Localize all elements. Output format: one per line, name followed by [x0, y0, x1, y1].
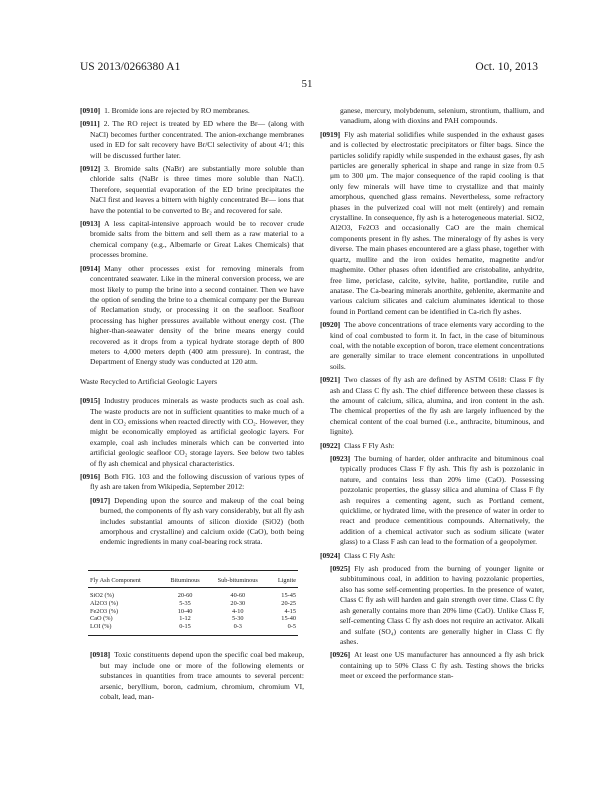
paragraph-0918-continuation: ganese, mercury, molybdenum, selenium, strontium, thallium, and vanadium, along with dioxins and PAH compounds. — [340, 106, 544, 126]
page-number: 51 — [301, 78, 313, 90]
table-cell: 5-30 — [232, 615, 244, 623]
paragraph-number: [0921] — [320, 375, 341, 385]
table-row — [88, 623, 298, 636]
column-header: Sub-bituminous — [208, 570, 268, 588]
paragraph-number: [0915] — [80, 396, 101, 406]
paragraph-0922 — [320, 441, 544, 451]
paragraph-0911 — [80, 119, 304, 161]
paragraph-number: [0914] — [80, 263, 101, 273]
paragraph-number: [0924] — [320, 550, 341, 560]
paragraph-number: [0910] — [80, 106, 101, 115]
column-header: Lignite — [268, 570, 298, 588]
table-cell: 0-3 — [233, 622, 242, 630]
table-row — [88, 615, 298, 623]
paragraph-text: At least one US manufacturer has announced a fly ash brick containing up to 50% Class C fly ash. Testing shows the bricks meet or exceed the performance stan- — [340, 650, 544, 681]
paragraph-text: Many other processes exist for removing minerals from concentrated seawater. Like in the mineral conversion process, we are most likely to pump the brine into a second container. Then we have the option of sending the brine to a chemical company per the Bureau of Reclamation study, or processing it on the seafloor. Seafloor processing has higher pressures available without energy cost. (The higher-than-seawater density of the brine means energy could recovered as it drops from a typical hydrate storage depth of 800 meters to 4,000 meters depth (400 atm pressure). In contrast, the Department of Energy study was conducted at 120 atm. — [90, 263, 304, 367]
table-cell: SiO2 (%) — [90, 592, 114, 600]
table-cell: LOI (%) — [90, 622, 112, 630]
paragraph-text: Class F Fly Ash: — [344, 440, 395, 450]
left-column — [80, 106, 304, 705]
paragraph-text: The burning of harder, older anthracite and bituminous coal typically produces Class F fly ash. This fly ash is pozzolanic in nature, and contains less than 20% lime (CaO). Possessing pozzolanic properties, the glassy silica and alumina of Class F fly ash requires a cementing agent, such as Portland cement, quicklime, or hydrated lime, with the presence of water in order to react and produce cementitious compounds. Alternatively, the addition of a chemical activator such as sodium silicate (water glass) to a Class F ash can lead to the formation of a geopolymer. — [340, 454, 544, 547]
table-row — [88, 588, 298, 600]
table-row — [88, 608, 298, 616]
paragraph-text: Industry produces minerals as waste products such as coal ash. The waste products are not in sufficient quantities to make much of a dent in CO₂ emissions when reacted directly with CO₂. However, they might be economically employed as artificial geologic layers. For example, coal ash includes minerals which can be converted into artificial geologic seafloor CO₂ storage layers. See below two tables of fly ash chemical and physical characteristics. — [90, 396, 304, 468]
paragraph-text: Both FIG. 103 and the following discussion of various types of fly ash are taken from Wikipedia, September 2012: — [90, 472, 304, 492]
right-column — [320, 106, 544, 685]
paragraph-0924 — [320, 551, 544, 561]
table-cell: 0-5 — [287, 622, 296, 630]
table-cell: 20-30 — [230, 600, 246, 608]
paragraph-number: [0923] — [330, 454, 351, 463]
table-cell: Al2O3 (%) — [90, 600, 119, 608]
paragraph-0913 — [80, 219, 304, 261]
paragraph-text: Two classes of fly ash are defined by ASTM C618: Class F fly ash and Class C fly ash. The chief difference between these classes is the amount of calcium, silica, alumina, and iron content in the ash. The chemical properties of the fly ash are largely influenced by the chemical content of the coal burned (i.e., anthracite, bituminous, and lignite). — [330, 375, 544, 437]
paragraph-0915 — [80, 396, 304, 469]
paragraph-number: [0912] — [80, 164, 101, 174]
paragraph-text: Toxic constituents depend upon the specific coal bed makeup, but may include one or more of the following elements or substances in quantities from trace amounts to several percent: arsenic, beryllium, boron, cadmium, chromium, chromium VI, cobalt, lead, man- — [100, 650, 304, 702]
paragraph-number: [0916] — [80, 472, 101, 481]
paragraph-number: [0926] — [330, 650, 351, 660]
paragraph-0926 — [320, 650, 544, 681]
table-cell: CaO (%) — [90, 615, 113, 623]
table-cell: 1-12 — [179, 615, 191, 623]
paragraph-0914 — [80, 264, 304, 368]
paragraph-0912 — [80, 164, 304, 216]
paragraph-number: [0913] — [80, 219, 101, 229]
column-header: Fly Ash Component — [88, 570, 162, 588]
paragraph-number: [0917] — [90, 495, 111, 505]
paragraph-0920 — [320, 320, 544, 372]
paragraph-number: [0918] — [90, 650, 111, 660]
paragraph-text: 3. Bromide salts (NaBr) are substantially more soluble than chloride salts (NaBr is three times more soluble than NaCl). Therefore, sequential evaporation of the ED brine precipitates the NaCl first and leaves a bittern with highly concentrated Br— ions that have the potential to be converted to Br₂ and recovered for sale. — [90, 164, 304, 215]
table-cell: 15-40 — [281, 615, 296, 623]
paragraph-text: Fly ash produced from the burning of younger lignite or subbituminous coal, in addition to having pozzolanic properties, also has some self-cementing properties. In the presence of water, Class C fly ash will harden and gain strength over time. Class C fly ash generally contains more than 20% lime (CaO). Unlike Class F, self-cementing Class C fly ash does not require an activator. Alkali and sulfate (SO₄) contents are generally higher in Class C fly ashes. — [340, 564, 544, 646]
fly-ash-composition-table — [88, 570, 298, 637]
table-cell: 10-40 — [177, 607, 193, 615]
paragraph-0910 — [80, 106, 304, 116]
publication-number: US 2013/0266380 A1 — [80, 61, 181, 73]
table-cell: 20-25 — [281, 600, 296, 608]
table-cell: 4-15 — [284, 607, 296, 615]
table-cell: 0-15 — [179, 622, 191, 630]
table-cell: 4-10 — [232, 607, 244, 615]
paragraph-number: [0911] — [80, 119, 100, 129]
paragraph-number: [0919] — [320, 129, 341, 139]
paragraph-0916 — [80, 472, 304, 493]
table-cell: Fe2O3 (%) — [90, 607, 119, 615]
paragraph-0917 — [80, 496, 304, 548]
paragraph-0923 — [320, 454, 544, 548]
paragraph-0919 — [320, 130, 544, 317]
table-cell: 5-35 — [179, 600, 191, 608]
publication-date: Oct. 10, 2013 — [475, 61, 538, 73]
paragraph-text: Depending upon the source and makeup of the coal being burned, the components of fly ash vary considerably, but all fly ash includes substantial amounts of silicon dioxide (SiO2) (both amorphous and crystalline) and calcium oxide (CaO), both being endemic ingredients in many coal-bearing rock strata. — [100, 495, 304, 547]
paragraph-0921 — [320, 375, 544, 437]
paragraph-text: Class C Fly Ash: — [344, 550, 396, 560]
paragraph-number: [0920] — [320, 320, 341, 330]
paragraph-text: A less capital-intensive approach would be to recover crude bromide salts from the bittern and sell them as a raw material to a chemical company (e.g., Albemarle or Great Lakes Chemicals) that processes bromine. — [90, 219, 304, 260]
table-cell: 15-45 — [281, 592, 296, 600]
paragraph-text: The above concentrations of trace elements vary according to the kind of coal combusted to form it. In fact, in the case of bituminous coal, with the notable exception of boron, trace element concentrations are generally similar to trace element concentrations in unpolluted soils. — [330, 320, 544, 371]
paragraph-number: [0922] — [320, 440, 341, 450]
table-header-row — [88, 570, 298, 588]
paragraph-0918 — [80, 650, 304, 702]
table-cell: 40-60 — [230, 592, 246, 600]
section-heading: Waste Recycled to Artificial Geologic Layers — [80, 376, 218, 386]
paragraph-number: [0925] — [330, 564, 351, 574]
paragraph-text: 1. Bromide ions are rejected by RO membranes. — [104, 106, 250, 115]
paragraph-text: 2. The RO reject is treated by ED where the Br— (along with NaCl) becomes further concentrated. The anion-exchange membranes used in ED for salt recovery have Br/Cl selectivity of about 4/1; this will be discussed further later. — [90, 119, 304, 160]
table-row — [88, 600, 298, 608]
column-header: Bituminous — [162, 570, 207, 588]
table-cell: 20-60 — [177, 592, 193, 600]
paragraph-text: Fly ash material solidifies while suspended in the exhaust gases and is collected by electrostatic precipitators or filter bags. Since the particles solidify rapidly while suspended in the exhaust gases, fly ash particles are generally spherical in shape and range in size from 0.5 μm to 300 μm. The major consequence of the rapid cooling is that only few minerals will have time to crystallize and that mainly amorphous, quenched glass remains. Nevertheless, some refractory phases in the pulverized coal will not melt (entirely) and remain crystalline. In consequence, fly ash is a heterogeneous material. SiO2, Al2O3, Fe2O3 and occasionally CaO are the main chemical components present in fly ashes. The mineralogy of fly ashes is very diverse. The main phases encountered are a glass phase, together with quartz, mullite and the iron oxides hematite, magnetite and/or maghemite. Other phases often identified are cristobalite, anhydrite, free lime, periclase, calcite, sylvite, halite, portlandite, rutile and anatase. The Ca-bearing minerals anorthite, gehlenite, akermanite and various calcium silicates and calcium aluminates identical to those found in Portland cement can be identified in Ca-rich fly ashes. — [330, 129, 544, 316]
paragraph-0925 — [320, 564, 544, 647]
